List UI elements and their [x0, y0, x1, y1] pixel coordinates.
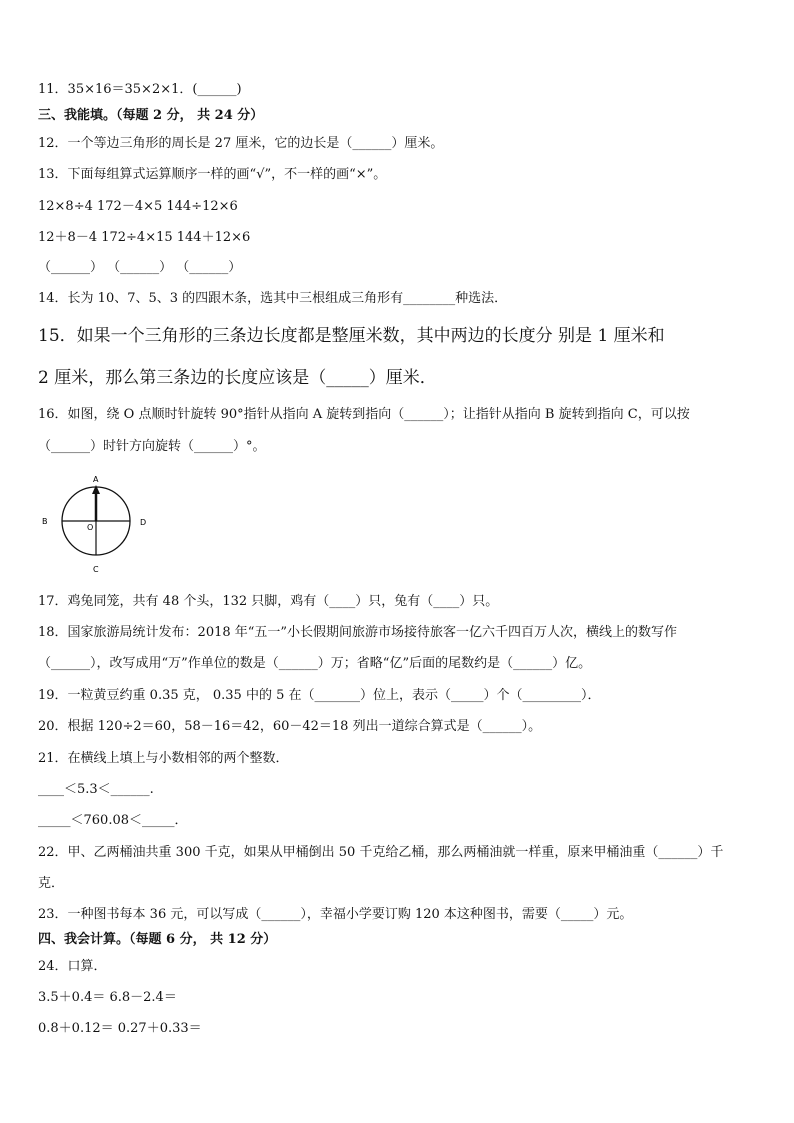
section-3-heading: 三、我能填。（每题 2 分， 共 24 分） [38, 108, 264, 123]
question-16-line-2: （______）时针方向旋转（______）°。 [38, 439, 266, 454]
pointer-arrowhead-icon [92, 485, 100, 494]
question-24-row-1: 3.5＋0.4＝ 6.8－2.4＝ [38, 990, 177, 1005]
question-14: 14．长为 10、7、5、3 的四跟木条，选其中三根组成三角形有________种选法． [38, 291, 508, 306]
question-13-answers: （______） （______） （______） [38, 260, 242, 275]
question-11: 11．35×16＝35×2×1．(______) [38, 82, 242, 97]
question-23: 23．一种图书每本 36 元，可以写成（______），幸福小学要订购 120 本这种图书，需要（_____）元。 [38, 907, 633, 922]
question-19: 19．一粒黄豆约重 0.35 克， 0.35 中的 5 在（_______）位上，表示（_____）个（_________）． [38, 688, 601, 703]
question-18-line-1: 18．国家旅游局统计发布：2018 年“五一”小长假期间旅游市场接待旅客一亿六千四百万人次，横线上的数写作 [38, 625, 678, 640]
question-22-line-2: 克． [38, 876, 65, 891]
question-13-row-2: 12＋8－4 172÷4×15 144＋12×6 [38, 230, 251, 245]
question-21: 21．在横线上填上与小数相邻的两个整数． [38, 751, 289, 766]
question-16-line-1: 16．如图，绕 O 点顺时针旋转 90°指针从指向 A 旋转到指向（______）；让指针从指向 B 旋转到指向 C，可以按 [38, 407, 690, 422]
question-15-line-1: 15．如果一个三角形的三条边长度都是整厘米数，其中两边的长度分 别是 1 厘米和 [38, 326, 665, 346]
label-b: B [42, 517, 48, 526]
question-21-item-a: ____＜5.3＜______. [38, 782, 154, 797]
section-4-heading: 四、我会计算。（每题 6 分， 共 12 分） [38, 932, 277, 947]
label-a: A [93, 475, 99, 484]
question-24-row-2: 0.8＋0.12＝ 0.27＋0.33＝ [38, 1021, 202, 1036]
question-13-row-1: 12×8÷4 172－4×5 144÷12×6 [38, 199, 238, 214]
question-15-line-2: 2 厘米，那么第三条边的长度应该是（_____）厘米． [38, 368, 437, 388]
question-22-line-1: 22．甲、乙两桶油共重 300 千克，如果从甲桶倒出 50 千克给乙桶，那么两桶油就一样重，原来甲桶油重（______）千 [38, 845, 724, 860]
question-13: 13．下面每组算式运算顺序一样的画“√”，不一样的画“×”。 [38, 167, 387, 182]
question-17: 17．鸡兔同笼，共有 48 个头，132 只脚，鸡有（____）只，兔有（____）只。 [38, 594, 499, 609]
question-18-line-2: （______），改写成用“万”作单位的数是（______）万；省略“亿”后面的尾数约是（______）亿。 [38, 656, 592, 671]
question-21-item-b: _____＜760.08＜_____． [38, 813, 188, 828]
clock-dial-figure [40, 472, 160, 577]
label-d: D [140, 518, 147, 527]
label-c: C [93, 565, 99, 574]
question-24: 24．口算． [38, 959, 107, 974]
question-12: 12．一个等边三角形的周长是 27 厘米，它的边长是（______）厘米。 [38, 136, 444, 151]
label-o: O [87, 523, 94, 532]
question-20: 20．根据 120÷2＝60，58－16＝42，60－42＝18 列出一道综合算式是（______）。 [38, 719, 542, 734]
